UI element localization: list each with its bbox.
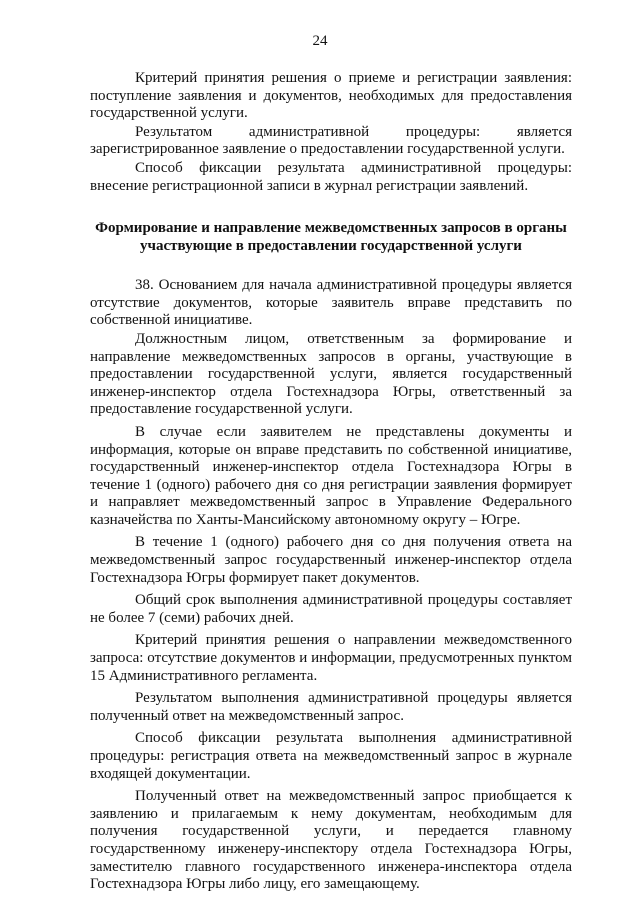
paragraph-criterion-request: Критерий принятия решения о направлении межведомственного запроса: отсутствие документов и информации, предусмотренных пунктом 15 Административного регламента. bbox=[90, 632, 572, 684]
section-heading: Формирование и направление межведомственных запросов в органы участвующие в предоставлении государственной услуги bbox=[95, 220, 567, 255]
paragraph-response-processing: В течение 1 (одного) рабочего дня со дня получения ответа на межведомственный запрос государственный инженер-инспектор отдела Гостехнадзора Югры формирует пакет документов. bbox=[90, 534, 572, 586]
paragraph-fixation-reception: Способ фиксации результата административной процедуры: внесение регистрационной записи в журнал регистрации заявлений. bbox=[90, 159, 572, 194]
paragraph-criterion-reception: Критерий принятия решения о приеме и регистрации заявления: поступление заявления и документов, необходимых для предоставления государственной услуги. bbox=[90, 70, 572, 122]
paragraph-response-attachment: Полученный ответ на межведомственный запрос приобщается к заявлению и прилагаемым к нему документам, необходимым для получения государственной услуги, и передается главному государственному инженеру-инспектору отдела Гостехнадзора Югры, заместителю главного государственного инженера-инспектора отдела Гостехнадзора Югры либо лицу, его замещающему. bbox=[90, 788, 572, 893]
paragraph-responsible-official: Должностным лицом, ответственным за формирование и направление межведомственных запросов в органы, участвующие в предоставлении государственной услуги, является государственный инженер-инспектор отдела Гостехнадзора Югры, ответственный за предоставление государственной услуги. bbox=[90, 330, 572, 418]
paragraph-result-reception: Результатом административной процедуры: является зарегистрированное заявление о предоставлении государственной услуги. bbox=[90, 123, 572, 158]
paragraph-total-duration: Общий срок выполнения административной процедуры составляет не более 7 (семи) рабочих дней. bbox=[90, 592, 572, 626]
paragraph-38-basis: 38. Основанием для начала административной процедуры является отсутствие документов, которые заявитель вправе представить по собственной инициативе. bbox=[90, 277, 572, 329]
paragraph-fixation-request: Способ фиксации результата выполнения административной процедуры: регистрация ответа на межведомственный запрос в журнале входящей документации. bbox=[90, 730, 572, 782]
document-body bbox=[90, 70, 572, 894]
paragraph-result-request: Результатом выполнения административной процедуры является полученный ответ на межведомственный запрос. bbox=[90, 690, 572, 724]
paragraph-request-procedure: В случае если заявителем не представлены документы и информация, которые он вправе представить по собственной инициативе, государственный инженер-инспектор отдела Гостехнадзора Югры в течение 1 (одного) рабочего дня со дня регистрации заявления формирует и направляет межведомственный запрос в Управление Федерального казначейства по Ханты-Мансийскому автономному округу – Югре. bbox=[90, 423, 572, 528]
page-number: 24 bbox=[312, 33, 328, 49]
